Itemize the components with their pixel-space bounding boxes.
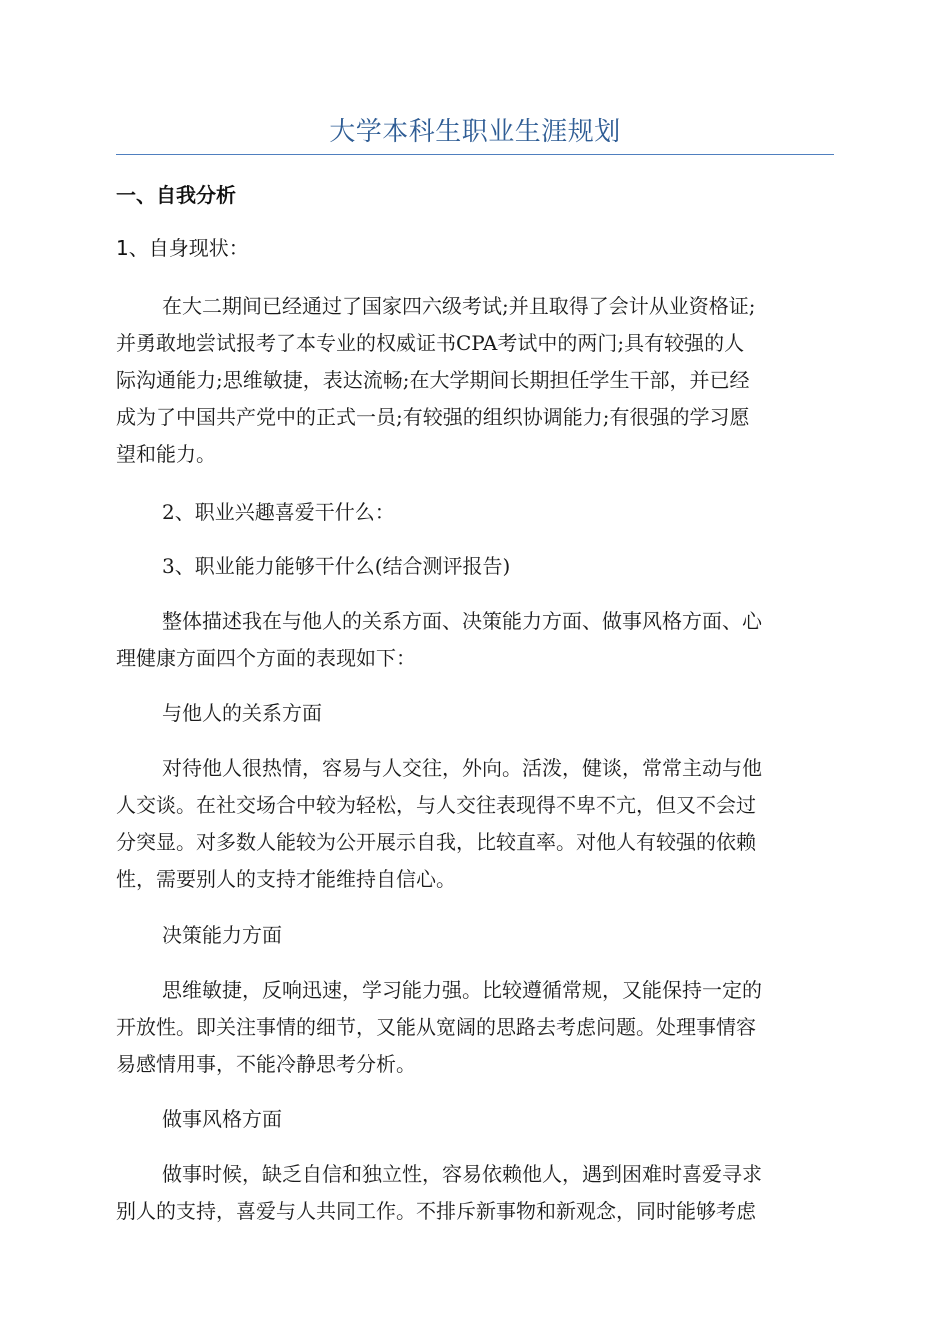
paragraph-line: 际沟通能力;思维敏捷，表达流畅;在大学期间长期担任学生干部，并已经 — [116, 368, 750, 392]
document-title: 大学本科生职业生涯规划 — [329, 117, 621, 147]
paragraph-line: 在大二期间已经通过了国家四六级考试;并且取得了会计从业资格证; — [162, 294, 756, 318]
paragraph-line: 整体描述我在与他人的关系方面、决策能力方面、做事风格方面、心 — [162, 609, 762, 633]
paragraph-line: 分突显。对多数人能较为公开展示自我，比较直率。对他人有较强的依赖 — [116, 830, 756, 854]
paragraph-line: 别人的支持，喜爱与人共同工作。不排斥新事物和新观念，同时能够考虑 — [116, 1199, 756, 1223]
topic-heading-work-style: 做事风格方面 — [162, 1107, 282, 1131]
paragraph-line: 人交谈。在社交场合中较为轻松，与人交往表现得不卑不亢，但又不会过 — [116, 793, 756, 817]
item-career-interest: 2、职业兴趣喜爱干什么： — [162, 500, 395, 524]
paragraph-line: 易感情用事，不能冷静思考分析。 — [116, 1052, 416, 1076]
paragraph-line: 并勇敢地尝试报考了本专业的权威证书CPA考试中的两门;具有较强的人 — [116, 331, 745, 355]
paragraph-line: 对待他人很热情，容易与人交往，外向。活泼，健谈，常常主动与他 — [162, 756, 762, 780]
paragraph-line: 望和能力。 — [116, 442, 216, 466]
subsection-heading-current-status: 1、自身现状： — [116, 236, 249, 260]
paragraph-line: 理健康方面四个方面的表现如下： — [116, 646, 416, 670]
section-heading-self-analysis: 一、自我分析 — [116, 183, 236, 207]
item-career-ability: 3、职业能力能够干什么(结合测评报告) — [162, 554, 511, 578]
topic-heading-relationships: 与他人的关系方面 — [162, 701, 322, 725]
title-underline — [116, 154, 834, 155]
paragraph-line: 做事时候，缺乏自信和独立性，容易依赖他人，遇到困难时喜爱寻求 — [162, 1162, 762, 1186]
paragraph-line: 开放性。即关注事情的细节，又能从宽阔的思路去考虑问题。处理事情容 — [116, 1015, 756, 1039]
topic-heading-decision-making: 决策能力方面 — [162, 923, 282, 947]
paragraph-line: 成为了中国共产党中的正式一员;有较强的组织协调能力;有很强的学习愿 — [116, 405, 750, 429]
paragraph-line: 性，需要别人的支持才能维持自信心。 — [116, 867, 456, 891]
paragraph-line: 思维敏捷，反响迅速，学习能力强。比较遵循常规，又能保持一定的 — [162, 978, 762, 1002]
